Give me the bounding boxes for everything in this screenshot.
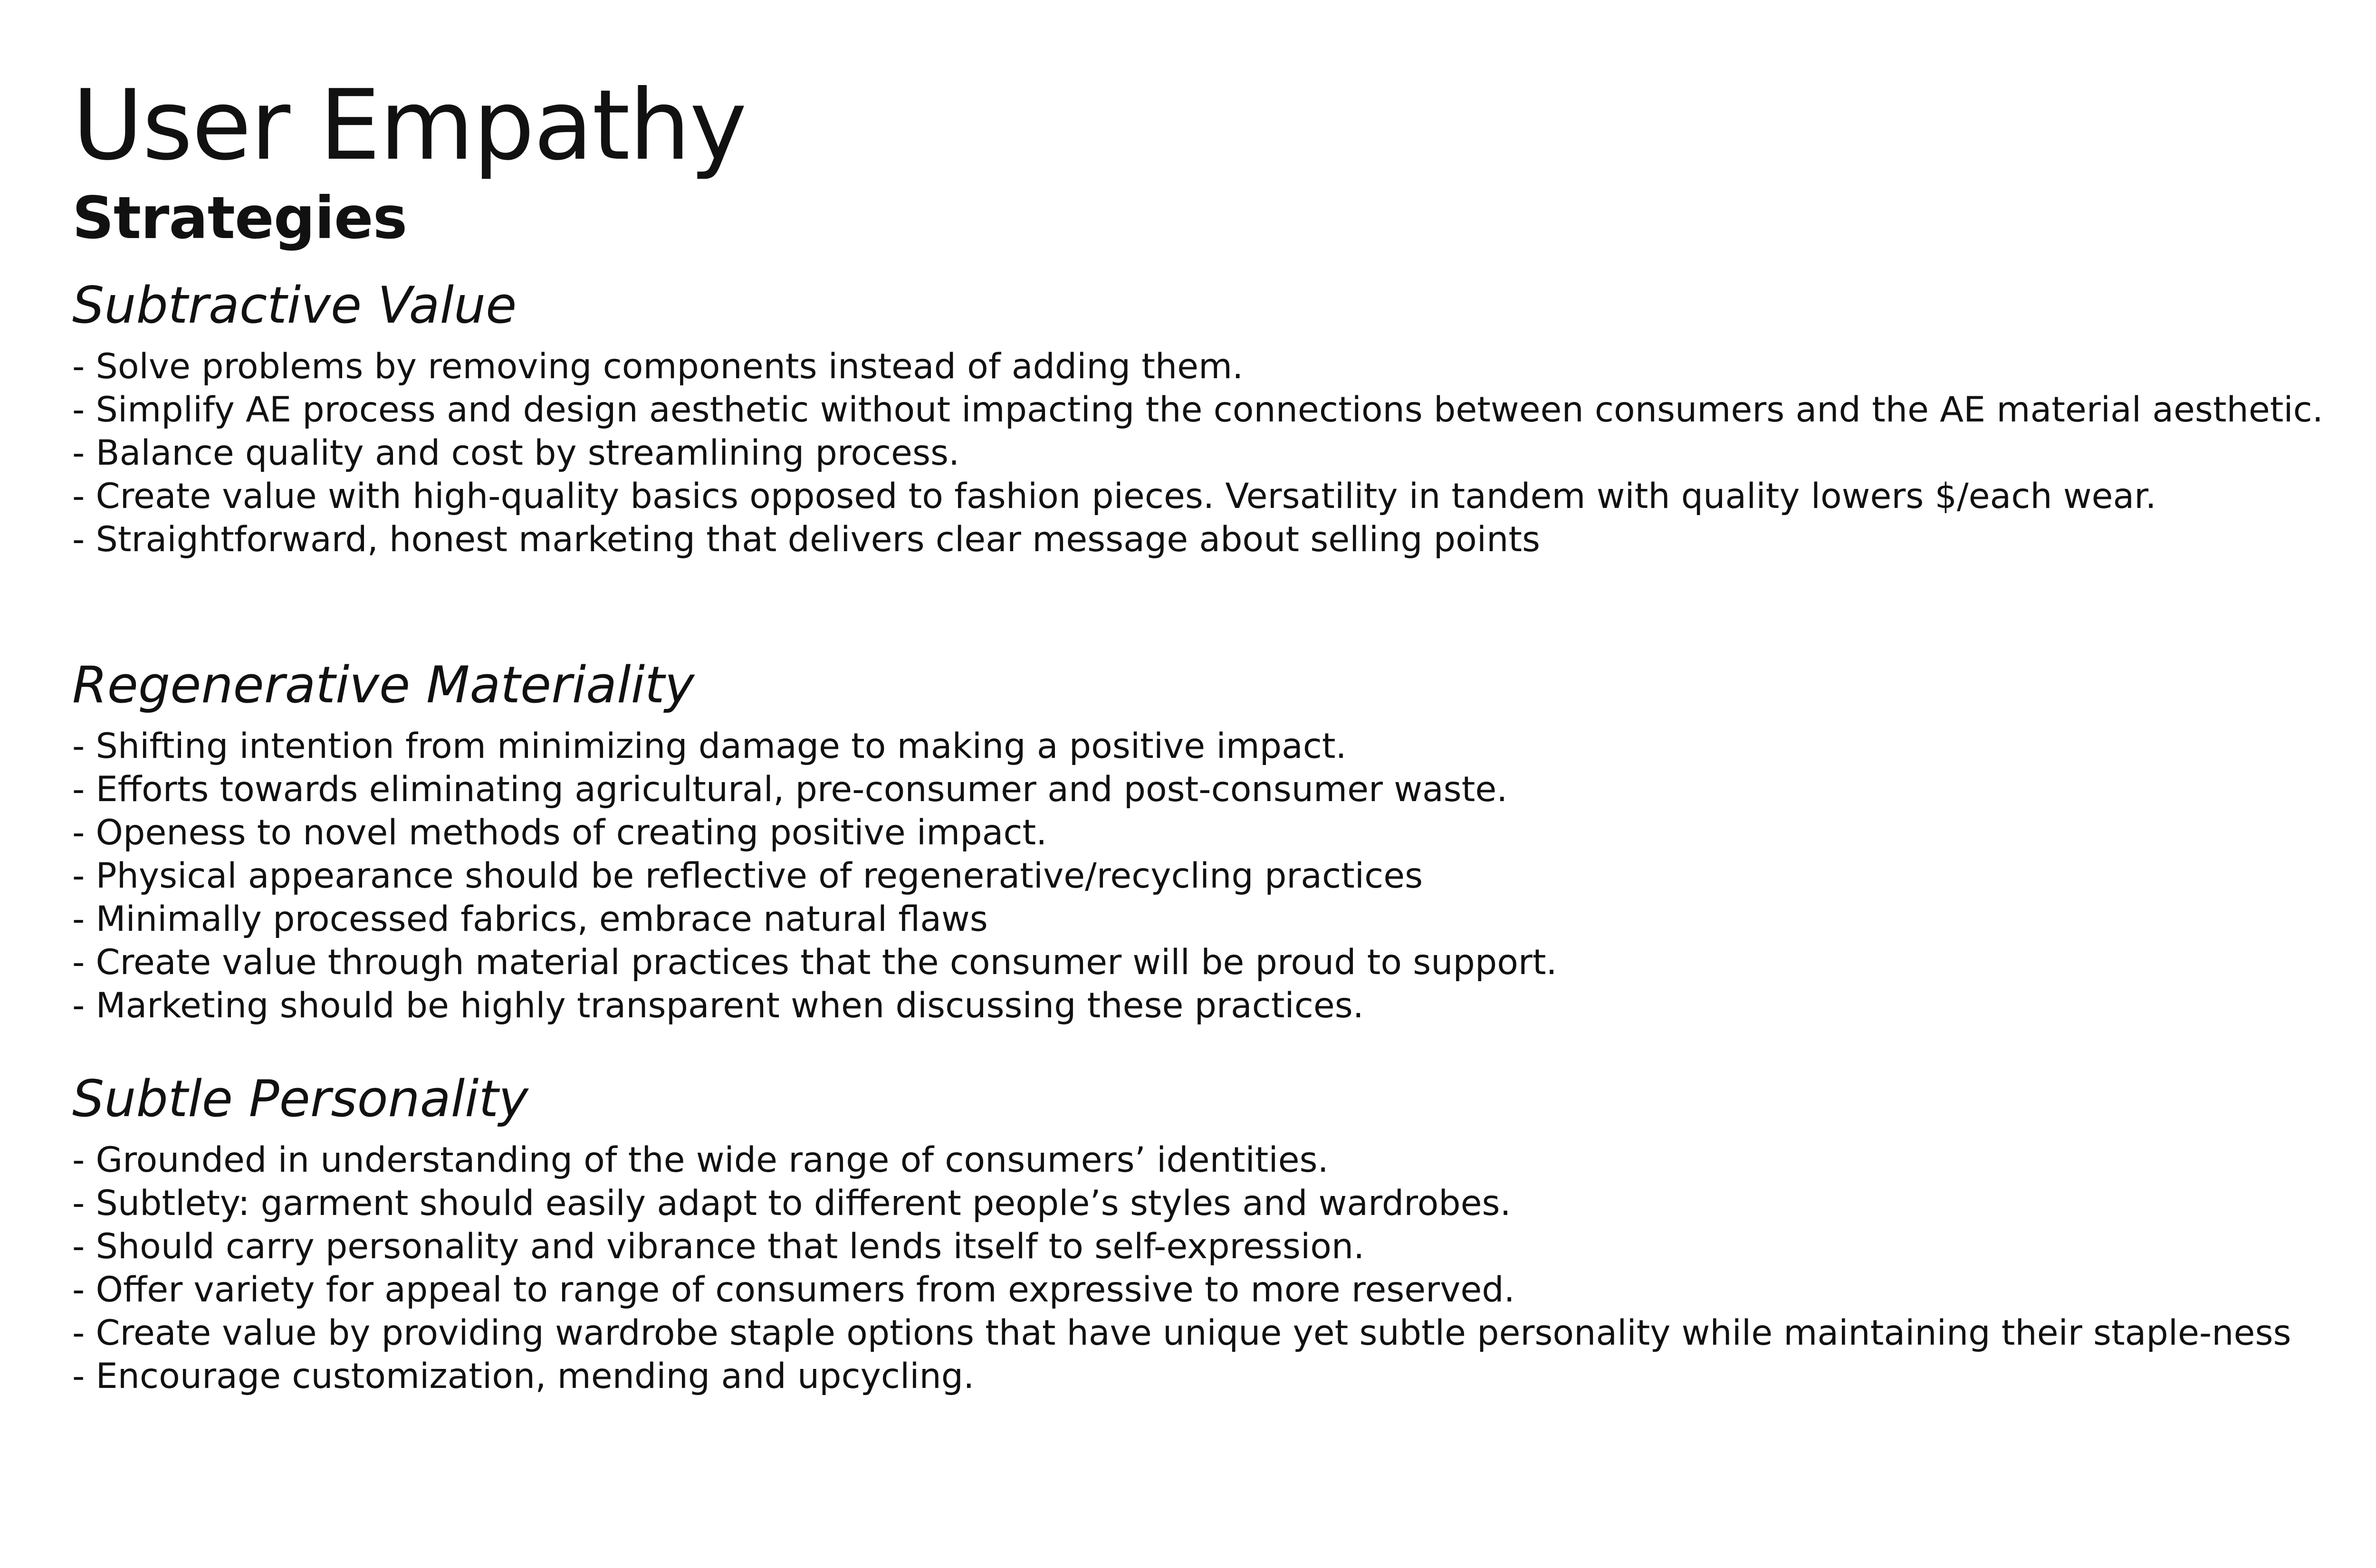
bullet-list: [72, 1138, 2376, 1398]
bullet-item: - Offer variety for appeal to range of consumers from expressive to more reserved.: [72, 1270, 1515, 1310]
bullet-item: - Balance quality and cost by streamlining process.: [72, 433, 960, 473]
bullet-item: - Subtlety: garment should easily adapt to different people’s styles and wardrobes.: [72, 1183, 1511, 1224]
bullet-item: - Efforts towards eliminating agricultural, pre-consumer and post-consumer waste.: [72, 769, 1508, 810]
page-subtitle: Strategies: [72, 184, 407, 252]
section-heading: Regenerative Materiality: [72, 656, 695, 714]
bullet-item: - Create value by providing wardrobe staple options that have unique yet subtle personality while maintaining their staple-ness: [72, 1313, 2291, 1353]
bullet-item: - Shifting intention from minimizing damage to making a positive impact.: [72, 726, 1347, 766]
section-regenerative-materiality: [72, 654, 2376, 1027]
bullet-item: - Grounded in understanding of the wide range of consumers’ identities.: [72, 1140, 1329, 1180]
bullet-item: - Straightforward, honest marketing that delivers clear message about selling points: [72, 519, 1540, 560]
bullet-item: - Marketing should be highly transparent when discussing these practices.: [72, 985, 1364, 1026]
bullet-list: [72, 345, 2376, 561]
section-subtle-personality: [72, 1068, 2376, 1398]
bullet-item: - Create value through material practices that the consumer will be proud to support.: [72, 942, 1557, 983]
section-heading: Subtle Personality: [72, 1070, 528, 1128]
document-page: [72, 71, 2376, 1398]
bullet-item: - Encourage customization, mending and upcycling.: [72, 1356, 975, 1396]
bullet-item: - Create value with high-quality basics opposed to fashion pieces. Versatility in tandem with quality lowers $/each wear.: [72, 476, 2156, 516]
section-subtractive-value: [72, 275, 2376, 561]
bullet-list: [72, 725, 2376, 1027]
page-title: User Empathy: [72, 69, 746, 182]
bullet-item: - Should carry personality and vibrance that lends itself to self-expression.: [72, 1226, 1365, 1267]
bullet-item: - Minimally processed fabrics, embrace natural flaws: [72, 899, 988, 939]
bullet-item: - Physical appearance should be reflective of regenerative/recycling practices: [72, 856, 1423, 896]
bullet-item: - Simplify AE process and design aesthetic without impacting the connections between consumers and the AE material aesthetic.: [72, 390, 2323, 430]
bullet-item: - Openess to novel methods of creating positive impact.: [72, 813, 1047, 853]
bullet-item: - Solve problems by removing components instead of adding them.: [72, 346, 1244, 387]
section-heading: Subtractive Value: [72, 276, 517, 335]
